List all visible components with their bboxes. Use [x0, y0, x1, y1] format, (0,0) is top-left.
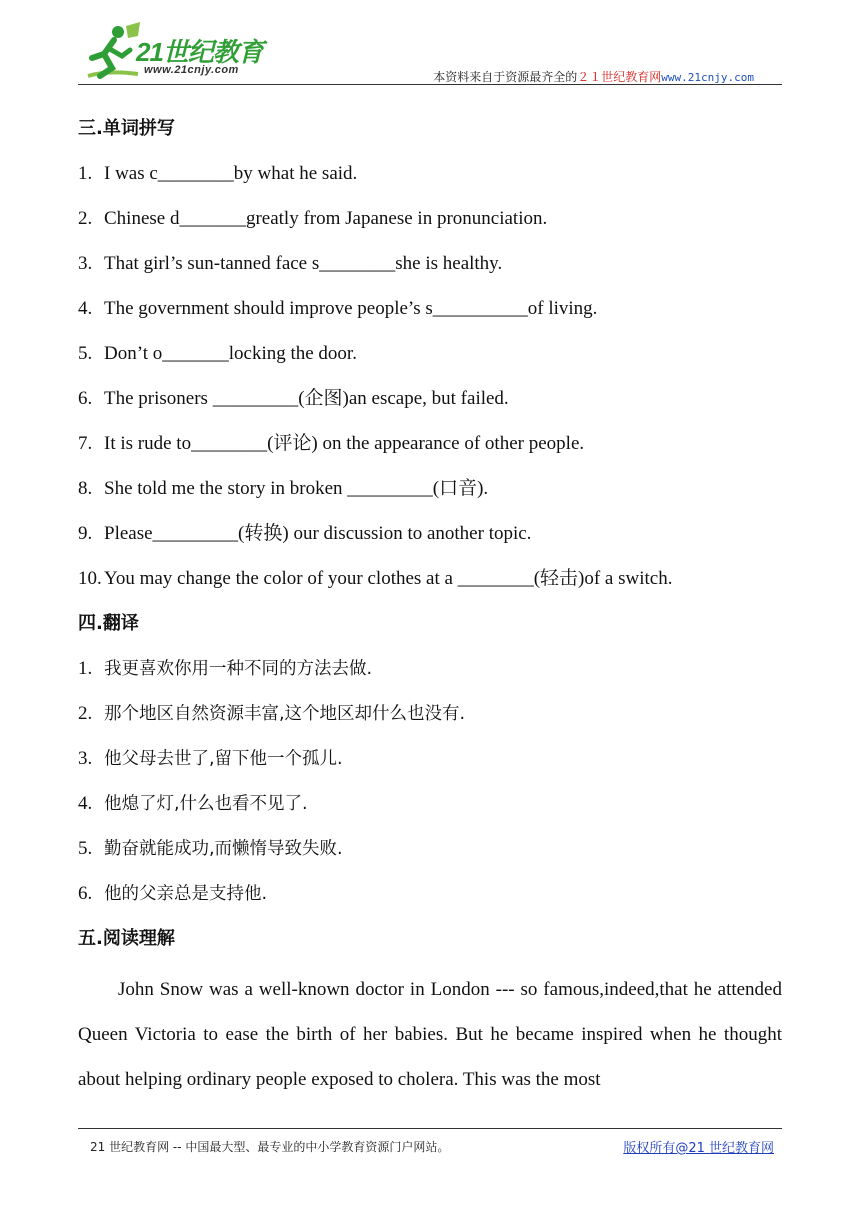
- list-item: [78, 697, 782, 742]
- item-number: 6.: [78, 388, 93, 409]
- list-item: [78, 877, 782, 922]
- item-number: 7.: [78, 433, 93, 454]
- item-number: 3.: [78, 748, 93, 769]
- footer-divider: [78, 1128, 782, 1129]
- spelling-list: [78, 157, 782, 607]
- item-text: The government should improve people’s s__________of living.: [104, 298, 598, 319]
- item-text: Chinese d_______greatly from Japanese in pronunciation.: [104, 208, 548, 229]
- list-item: [78, 742, 782, 787]
- tagline-url[interactable]: www.21cnjy.com: [661, 71, 754, 84]
- list-item: [78, 337, 782, 382]
- item-text: I was c________by what he said.: [104, 163, 358, 184]
- tagline-prefix: 本资料来自于资源最齐全的: [433, 70, 578, 84]
- item-number: 5.: [78, 343, 93, 364]
- list-item: [78, 247, 782, 292]
- item-text: The prisoners _________(企图)an escape, but failed.: [104, 388, 509, 409]
- item-text: 他熄了灯,什么也看不见了.: [104, 794, 308, 814]
- item-text: 那个地区自然资源丰富,这个地区却什么也没有.: [104, 704, 466, 724]
- section-title-reading: 五.阅读理解: [78, 928, 175, 949]
- list-item: [78, 202, 782, 247]
- reading-passage: John Snow was a well-known doctor in London --- so famous,indeed,that he attended Queen Victoria to ease the birth of her babies. But he became inspired when he thought about helping ordinary people exposed to cholera. This was the most: [78, 979, 782, 1090]
- item-number: 8.: [78, 478, 93, 499]
- item-number: 2.: [78, 703, 93, 724]
- item-number: 3.: [78, 253, 93, 274]
- item-text: 他的父亲总是支持他.: [104, 884, 268, 904]
- logo-url: www.21cnjy.com: [144, 64, 239, 76]
- item-number: 4.: [78, 298, 93, 319]
- list-item: [78, 517, 782, 562]
- item-number: 6.: [78, 883, 93, 904]
- page-header: [78, 20, 782, 86]
- list-item: [78, 562, 782, 607]
- section-title-spelling: 三.单词拼写: [78, 118, 175, 139]
- item-text: That girl’s sun-tanned face s________she is healthy.: [104, 253, 503, 274]
- item-text: Please_________(转换) our discussion to another topic.: [104, 523, 532, 544]
- item-text: You may change the color of your clothes at a ________(轻击)of a switch.: [104, 568, 673, 589]
- item-number: 4.: [78, 793, 93, 814]
- list-item: [78, 832, 782, 877]
- item-number: 10.: [78, 568, 102, 589]
- logo-wordmark: 21世纪教育: [136, 37, 263, 67]
- item-text: 勤奋就能成功,而懒惰导致失败.: [104, 839, 343, 859]
- item-number: 2.: [78, 208, 93, 229]
- list-item: [78, 787, 782, 832]
- list-item: [78, 652, 782, 697]
- document-body: [78, 112, 782, 1102]
- item-text: Don’t o_______locking the door.: [104, 343, 357, 364]
- item-number: 1.: [78, 658, 93, 679]
- list-item: [78, 157, 782, 202]
- item-number: 1.: [78, 163, 93, 184]
- item-text: It is rude to________(评论) on the appearance of other people.: [104, 433, 585, 454]
- list-item: [78, 292, 782, 337]
- site-logo[interactable]: [78, 20, 288, 86]
- tagline-brand[interactable]: ２１世纪教育网: [577, 70, 662, 84]
- item-number: 9.: [78, 523, 93, 544]
- list-item: [78, 382, 782, 427]
- list-item: [78, 472, 782, 517]
- list-item: [78, 427, 782, 472]
- item-number: 5.: [78, 838, 93, 859]
- header-divider: [78, 84, 782, 85]
- translation-list: [78, 652, 782, 922]
- header-tagline: [433, 68, 754, 85]
- footer-copyright-link[interactable]: 版权所有@21 世纪教育网: [623, 1141, 774, 1156]
- item-text: 他父母去世了,留下他一个孤儿.: [104, 749, 343, 769]
- section-title-translation: 四.翻译: [78, 613, 139, 634]
- item-text: She told me the story in broken _________(口音).: [104, 478, 489, 499]
- item-text: 我更喜欢你用一种不同的方法去做.: [104, 659, 373, 679]
- footer-site-description: 21 世纪教育网 -- 中国最大型、最专业的中小学教育资源门户网站。: [90, 1140, 450, 1154]
